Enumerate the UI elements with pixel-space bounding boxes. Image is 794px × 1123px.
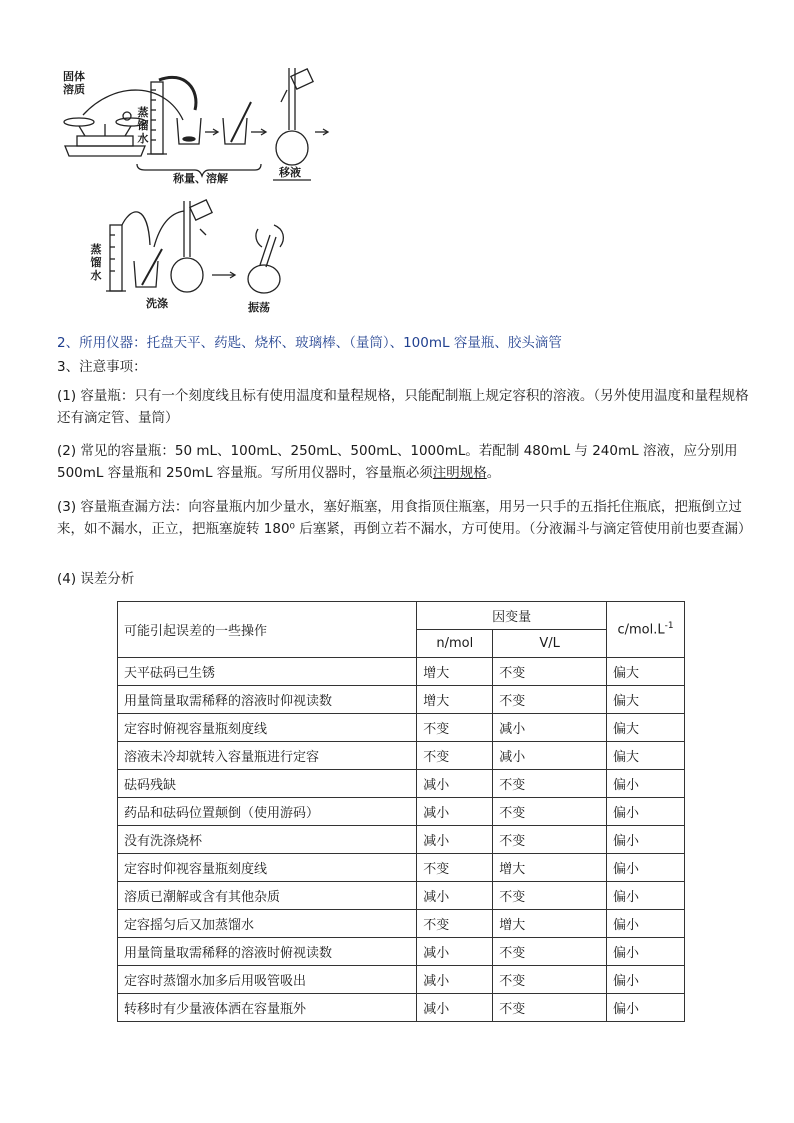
label-weigh-dissolve: 称量、溶解 [173, 172, 228, 185]
balance-base [65, 146, 145, 156]
note-3-leak-check: (3) 容量瓶查漏方法：向容量瓶内加少量水，塞好瓶塞，用食指顶住瓶塞，用另一只手的五指托住瓶底，把瓶倒立过来，如不漏水，正立，把瓶塞旋转 180⁰ 后塞紧，再倒立若不漏水，方可使用。（分液漏斗与滴定管使用前也要查漏） [57, 499, 752, 537]
cell-c: 偏小 [607, 854, 685, 882]
cell-operation: 药品和砝码位置颠倒（使用游码） [118, 798, 417, 826]
note-2-emphasis: 注明规格 [432, 465, 487, 481]
cell-c: 偏小 [607, 826, 685, 854]
table-row [118, 938, 685, 966]
figure-wash-shake [88, 195, 308, 315]
beaker-stirring-icon [134, 261, 158, 287]
cell-n: 增大 [417, 658, 493, 686]
balance-pan-left [64, 118, 94, 126]
label-water-1: 蒸 [137, 106, 149, 119]
table-row [118, 742, 685, 770]
table-header-row [118, 602, 685, 630]
cell-v: 增大 [493, 910, 607, 938]
header-concentration-unit: c/mol.L [617, 622, 665, 638]
cell-c: 偏小 [607, 994, 685, 1022]
cell-v: 减小 [493, 742, 607, 770]
label-solute-2: 溶质 [63, 83, 85, 96]
cell-operation: 定容时俯视容量瓶刻度线 [118, 714, 417, 742]
cell-v: 不变 [493, 994, 607, 1022]
cell-c: 偏小 [607, 966, 685, 994]
cell-operation: 定容摇匀后又加蒸馏水 [118, 910, 417, 938]
cell-n: 不变 [417, 910, 493, 938]
note-2-common-flasks [57, 440, 757, 484]
cell-operation: 转移时有少量液体洒在容量瓶外 [118, 994, 417, 1022]
cell-v: 不变 [493, 798, 607, 826]
cell-n: 减小 [417, 882, 493, 910]
note-1-volumetric-flask: (1) 容量瓶：只有一个刻度线且标有使用温度和量程规格，只能配制瓶上规定容积的溶液。（另外使用温度和量程规格还有滴定管、量筒） [57, 388, 749, 426]
cell-c: 偏大 [607, 714, 685, 742]
notes-title: 3、注意事项： [57, 359, 147, 375]
table-row [118, 770, 685, 798]
figure-weigh-dissolve-transfer [55, 60, 345, 185]
header-n-mol: n/mol [417, 630, 493, 658]
label-wash: 洗涤 [146, 297, 168, 310]
table-row [118, 798, 685, 826]
table-row [118, 658, 685, 686]
note-2-end: 。 [486, 465, 501, 481]
cell-n: 减小 [417, 770, 493, 798]
cell-c: 偏大 [607, 658, 685, 686]
note-2-text: (2) 常见的容量瓶：50 mL、100mL、250mL、500mL、1000mL。若配制 480mL 与 240mL 溶液，应分别用 500mL 容量瓶和 250mL 容量瓶。写所用仪器时，容量瓶必须 [57, 443, 738, 481]
apparatus-drawing-2 [88, 195, 308, 315]
note-4-error-analysis: (4) 误差分析 [57, 571, 135, 587]
cell-v: 不变 [493, 658, 607, 686]
cell-v: 增大 [493, 854, 607, 882]
cell-operation: 定容时蒸馏水加多后用吸管吸出 [118, 966, 417, 994]
table-row [118, 910, 685, 938]
cell-v: 不变 [493, 826, 607, 854]
cell-v: 不变 [493, 770, 607, 798]
cell-operation: 天平砝码已生锈 [118, 658, 417, 686]
cell-c: 偏大 [607, 742, 685, 770]
cell-v: 不变 [493, 686, 607, 714]
cell-n: 减小 [417, 826, 493, 854]
error-analysis-table [117, 601, 685, 1022]
instruments-line: 2、所用仪器：托盘天平、药匙、烧杯、玻璃棒、（量筒）、100mL 容量瓶、胶头滴管 [57, 335, 562, 351]
cell-operation: 用量筒量取需稀释的溶液时俯视读数 [118, 938, 417, 966]
cell-n: 减小 [417, 938, 493, 966]
cell-n: 不变 [417, 742, 493, 770]
cell-n: 不变 [417, 714, 493, 742]
table-body [118, 658, 685, 1022]
cell-n: 减小 [417, 994, 493, 1022]
cell-c: 偏小 [607, 910, 685, 938]
cell-operation: 用量筒量取需稀释的溶液时仰视读数 [118, 686, 417, 714]
cell-n: 不变 [417, 854, 493, 882]
label-water-3: 水 [137, 132, 149, 145]
cell-c: 偏小 [607, 882, 685, 910]
label-water-2: 馏 [90, 256, 102, 269]
header-concentration [607, 602, 685, 658]
cell-n: 减小 [417, 798, 493, 826]
table-row [118, 994, 685, 1022]
header-operation: 可能引起误差的一些操作 [118, 602, 417, 658]
table-row [118, 966, 685, 994]
beaker-stirring-icon [223, 118, 247, 144]
label-water-3: 水 [90, 269, 102, 282]
label-transfer: 移液 [279, 166, 301, 179]
cell-operation: 定容时仰视容量瓶刻度线 [118, 854, 417, 882]
cell-v: 不变 [493, 938, 607, 966]
table-row [118, 882, 685, 910]
cell-c: 偏大 [607, 686, 685, 714]
table-row [118, 854, 685, 882]
cell-c: 偏小 [607, 938, 685, 966]
cell-operation: 没有洗涤烧杯 [118, 826, 417, 854]
cell-v: 不变 [493, 966, 607, 994]
label-shake: 振荡 [248, 301, 270, 314]
apparatus-drawing [55, 60, 345, 185]
cell-v: 不变 [493, 882, 607, 910]
cell-operation: 溶质已潮解或含有其他杂质 [118, 882, 417, 910]
table-row [118, 714, 685, 742]
cell-n: 增大 [417, 686, 493, 714]
table-row [118, 686, 685, 714]
balance-beam [77, 136, 133, 146]
label-water-2: 馏 [137, 119, 149, 132]
cell-operation: 砝码残缺 [118, 770, 417, 798]
header-v-l: V/L [493, 630, 607, 658]
header-concentration-exponent: -1 [664, 621, 674, 632]
table-row [118, 826, 685, 854]
label-solute-1: 固体 [63, 70, 85, 83]
cell-v: 减小 [493, 714, 607, 742]
cell-c: 偏小 [607, 798, 685, 826]
cell-n: 减小 [417, 966, 493, 994]
cell-operation: 溶液未冷却就转入容量瓶进行定容 [118, 742, 417, 770]
header-dependent-variable: 因变量 [417, 602, 607, 630]
shaking-flask-icon [248, 265, 280, 293]
cell-c: 偏小 [607, 770, 685, 798]
label-water-1: 蒸 [90, 243, 102, 256]
